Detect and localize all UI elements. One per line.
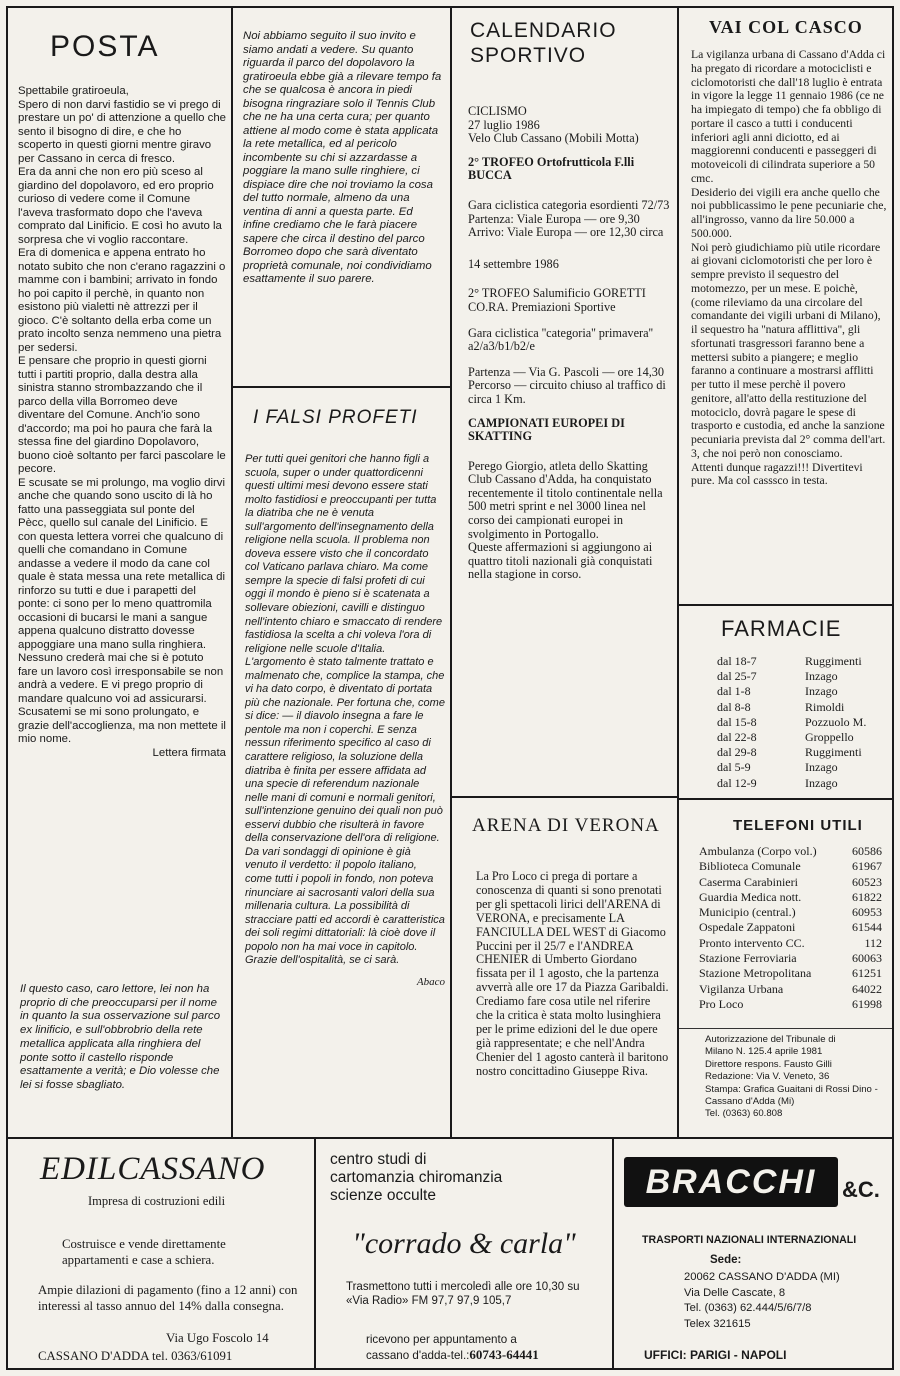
telefoni-number: 60523 bbox=[852, 874, 882, 889]
divider bbox=[679, 1028, 892, 1029]
telefoni-name: Stazione Ferroviaria bbox=[699, 951, 797, 966]
edilcassano-subtitle: Impresa di costruzioni edili bbox=[88, 1194, 226, 1208]
cartomanzia-line: cartomanzia chiromanzia bbox=[330, 1169, 503, 1186]
telefoni-name: Vigilanza Urbana bbox=[699, 981, 784, 996]
colophon-line: Stampa: Grafica Guaitani di Rossi Dino - Cassano d'Adda (Mi) bbox=[705, 1083, 878, 1108]
casco-text: Attenti dunque ragazzi!!! Divertitevi pure. Ma col casssco in testa. bbox=[691, 460, 863, 488]
calendario-gara: Gara ciclistica categoria esordienti 72/73 bbox=[468, 197, 670, 212]
telefoni-name: Ambulanza (Corpo vol.) bbox=[699, 844, 817, 858]
telefoni-number: 64022 bbox=[852, 981, 882, 996]
bracchi-address bbox=[684, 1270, 884, 1332]
telefoni-name: Guardia Medica nott. bbox=[699, 889, 802, 904]
falsi-text: Per tutti quei genitori che hanno figli a scuola, super o under quattordicenni questi ultimi mesi devono essere stati molto fastidiosi e preoccupanti per tutta la diatriba che ne è venuta sull'argomento dell'insegnamento della religione nella scuola. Il problema non doveva essere visto che il concordato col Vaticano parlava chiaro. Ma come sempre la specie di falsi profeti di cui oggi il mondo è pieno si è scatenata a sollevare obiezioni, cavilli e distinguo nell'intento chiaro e smaccato di rendere fastidiosa la scelta a chi voleva l'ora di religione nelle scuole d'Italia. L'argomento è stato talmente trattato e malmenato che, complice la stampa, che vi ha dato corpo, è diventato di portata più che nazionale. Per fortuna che, come si dice: — il diavolo insegna a fare le pentole ma non i coperchi. E senza nessun riferimento specifico al caso di carattere religioso, la soluzione della diatriba è finita per essere affidata ad una specie di referendum nazionale nelle mani di comuni e normali genitori, sull'intenzione genuino dei quali non può esservi dubbio che risulterà in favore della conservazione dell'ora di religione. Da vari sondaggi di opinione è già venuto il verdetto: il popolo italiano, come tutti i popoli in fondo, non poteva rinunciare ai sacrosanti valori della sua millenaria cultura. La possibilità di stracciare patti ed accordi è caratteristica dei soli regimi dittatoriali: là cioè dove il popolo non ha mai voce in capitolo. bbox=[245, 453, 445, 953]
telefoni-box bbox=[677, 798, 894, 1139]
telefoni-row bbox=[699, 875, 882, 890]
bracchi-ad bbox=[612, 1137, 894, 1370]
calendario-title: CALENDARIO SPORTIVO bbox=[470, 19, 617, 67]
farmacie-row bbox=[717, 760, 887, 775]
bracchi-logo-text: BRACCHI bbox=[645, 1163, 817, 1201]
calendario-partenza: Partenza — Via G. Pascoli — ore 14,30 bbox=[468, 364, 665, 379]
telefoni-name: Municipio (central.) bbox=[699, 905, 796, 920]
arena-body: La Pro Loco ci prega di portare a conoscenza di quanti si sono prenotati per gli spettacoli lirici dell'ARENA di VERONA, e precisamente LA FANCIULLA DEL WEST di Giacomo Puccini per il 25/7 e l'ANDREA CHENIER di Umberto Giordano fissata per il 1 agosto, che la partenza avverrà alle ore 17 da Piazza Garibaldi. Crediamo fare cosa utile nel riferire che la critica è stata molto lusinghiera per le prime edizioni del le due opere già rappresentate; e che nell'Andra Chenier del 1 agosto canterà il baritono nostro concittadino Giuseppe Riva. bbox=[476, 869, 669, 1078]
calendario-trophy: 2° TROFEO Salumificio GORETTI bbox=[468, 286, 646, 301]
casco-text: Noi però giudichiamo più utile ricordare ai giovani ciclomotoristi che per loro è sempre previsto il sequestro del motomezzo, per un mese. E poichè, (come rileviamo da una circolare del comandante dei vigili urbani di Milano), il sequestro ha ''natura afflittiva'', gli sfortunati trasgressori faranno bene a mettersi subito a piangere; e meglio faranno a continuare a mostrarsi afflitti per tutto il mese perchè il povero genitore, all'atto della restituzione del motociclo, dovrà pagare le spese di trasporto e custodia, ed anche la sanzione pecuniaria prevista dal 2° comma dell'art. 3, che noi però non conosciamo. bbox=[691, 240, 886, 460]
telefoni-title: TELEFONI UTILI bbox=[733, 817, 863, 834]
calendario-arrivo: Arrivo: Viale Europa — ore 12,30 circa bbox=[468, 225, 664, 240]
edilcassano-line1: Costruisce e vende direttamente appartamenti e case a schiera. bbox=[62, 1237, 226, 1267]
posta-box bbox=[6, 6, 233, 1139]
bracchi-line: Via Delle Cascate, 8 bbox=[684, 1286, 786, 1299]
telefoni-name: Stazione Metropolitana bbox=[699, 966, 812, 981]
cartomanzia-header bbox=[330, 1151, 600, 1205]
falsi-body bbox=[245, 453, 445, 989]
farmacie-name: Inzago bbox=[805, 760, 838, 775]
farmacie-name: Inzago bbox=[805, 684, 838, 699]
casco-title: VAI COL CASCO bbox=[709, 17, 863, 37]
colophon bbox=[705, 1034, 887, 1121]
telefoni-number: 61822 bbox=[852, 889, 882, 904]
posta-paragraph: Era di domenica e appena entrato ho notato subito che non c'erano ragazzini o mamme con i bambini; arrivato in fondo ho poi capito il perchè, in quanto non esistono più vialetti nè attrezzi per il gioco. C'è soltanto della erba come un prato incolto senza nemmeno una pietra per sedersi. bbox=[18, 247, 226, 354]
posta-reply: Il questo caso, caro lettore, lei non ha proprio di che preoccuparsi per il nome in quanto la sua osservazione sul parco ex linificio, e sull'obbrobrio della rete metallica applicata alla ringhiera del ponte sotto il castello risponde esattamente a verità; e Dio volesse che lei si fosse sbagliato. bbox=[20, 983, 221, 1091]
casco-text: La vigilanza urbana di Cassano d'Adda ci ha pregato di ricordare a motociclisti e ciclomotoristi che dall'18 luglio è entrata in vigore la legge 11 gennaio 1986 (ce ne ha impiegato di tempo) che fa obbligo di portare il casco a tutti i conducenti inferiori agli anni diciotto, ed ai maggiorenni conducenti e passeggeri di motoveicoli di cilindrata superiore a 50 cmc. bbox=[691, 48, 886, 185]
falsi-title: I FALSI PROFETI bbox=[253, 407, 418, 428]
cartomanzia-line: ricevono per appuntamento a bbox=[366, 1333, 517, 1346]
telefoni-row bbox=[699, 982, 882, 997]
telefoni-row bbox=[699, 890, 882, 905]
cartomanzia-phone: 60743-64441 bbox=[469, 1346, 539, 1362]
farmacie-date: dal 5-9 bbox=[717, 760, 751, 775]
cartomanzia-body: Trasmettono tutti i mercoledì alle ore 10,30 su «Via Radio» FM 97,7 97,9 105,7 bbox=[346, 1281, 580, 1307]
middle-left-column bbox=[231, 6, 452, 1139]
telefoni-number: 61998 bbox=[852, 996, 882, 1011]
bracchi-tagline: TRASPORTI NAZIONALI INTERNAZIONALI bbox=[642, 1234, 857, 1246]
edilcassano-logo: EDILCASSANO bbox=[40, 1151, 266, 1187]
calendario-cora: CO.RA. Premiazioni Sportive bbox=[468, 299, 616, 314]
arena-box bbox=[450, 796, 679, 1139]
farmacie-row bbox=[717, 715, 887, 730]
posta-continuation: Noi abbiamo seguito il suo invito e siamo andati a vedere. Su quanto riguarda il parco del dopolavoro la gratiroeula ebbe già a rilevare tempo fa che se qualcosa è ancora in piedi bisogna ringraziare solo il Tennis Club che ne ha una certa cura; per quanto attiene al modo come è stata applicata la rete metallica, ed al pericolo incombente su chi si azzardasse a poggiare la mano sulle ringhiere, ci dispiace dire che noi troviamo la cosa del tutto normale, almeno da una ventina di anni a questa parte. Ed infine crediamo che le farà piacere sapere che circa il destino del parco Borromeo dopo che sarà diventato proprietà comunale, noi condividiamo esattamente il suo parere. bbox=[243, 30, 442, 285]
colophon-line: Milano N. 125.4 aprile 1981 bbox=[705, 1046, 823, 1058]
telefoni-row bbox=[699, 859, 882, 874]
bracchi-line: Tel. (0363) 62.444/5/6/7/8 bbox=[684, 1302, 812, 1314]
posta-paragraph: E scusate se mi prolungo, ma voglio dirvi anche che quando sono uscito di là ho fatto una passeggiata sul ponte del Pècc, quello sul canale del Linificio. E con questa lettera vorrei che qualcuno di quelli che comandano in Comune andasse a vedere il modo da cane col quale è stata messa una rete metallica di rinforzo su tutti e due i parapetti del ponte: ci sono per lo meno quattromila occasioni di bucarsi le mani a sangue appena qualcuno distratto dovesse appoggiare una mano sulla ringhiera. Nessuno crederà mai che si è potuto fare un lavoro così irresponsabile se non andrà a vedere. E vi prego proprio di mandare qualcuno voi ad assicurarsi. Scusatemi se mi sono prolungato, e grazie dell'accoglienza, ma non mettete il mio nome. bbox=[18, 476, 226, 745]
posta-greeting: Spettabile gratiroeula, bbox=[18, 85, 129, 97]
farmacie-date: dal 18-7 bbox=[717, 654, 757, 668]
cartomanzia-line: centro studi di bbox=[330, 1151, 427, 1168]
farmacie-date: dal 22-8 bbox=[717, 730, 757, 745]
casco-text: Desiderio dei vigili era anche quello che noi pubblicassimo le pene pecuniarie che, all'ingrosso, vanno da lire 50.000 a 500.000. bbox=[691, 185, 887, 240]
cartomanzia-phone-line bbox=[366, 1348, 606, 1364]
calendario-skating: Queste affermazioni si aggiungono ai quattro titoli nazionali già conquistati nella stagione in corso. bbox=[468, 540, 653, 582]
farmacie-name: Inzago bbox=[805, 775, 838, 790]
bracchi-line: 20062 CASSANO D'ADDA (MI) bbox=[684, 1271, 840, 1283]
posta-paragraph: E pensare che proprio in questi giorni tutti i partiti proprio, dalla destra alla sinistra stanno strombazzando che il parco della villa Borromeo deve diventare del Comune. Anch'io sono d'accordo; ma poi ho paura che farà la stessa fine del giardino Dopolavoro, buono cioè soltanto per farci pascolare le pecore. bbox=[18, 355, 226, 475]
telefoni-number: 60063 bbox=[852, 951, 882, 966]
edilcassano-line2: Ampie dilazioni di pagamento (fino a 12 anni) con interessi al tasso annuo del 14% dalla consegna. bbox=[38, 1283, 298, 1313]
farmacie-row bbox=[717, 654, 887, 669]
calendario-gara: Gara ciclistica ''categoria'' primavera'' a2/a3/b1/b2/e bbox=[468, 325, 654, 354]
telefoni-row bbox=[699, 997, 882, 1012]
cartomanzia-bottom bbox=[366, 1333, 606, 1363]
posta-letter bbox=[18, 85, 226, 760]
calendario-date: 27 luglio 1986 bbox=[468, 117, 540, 132]
falsi-closing: Grazie dell'ospitalità, se ci sarà. bbox=[245, 954, 400, 967]
bracchi-line: Telex 321615 bbox=[684, 1317, 751, 1330]
telefoni-row bbox=[699, 905, 882, 920]
calendario-section: CICLISMO bbox=[468, 104, 527, 118]
colophon-line: Redazione: Via V. Veneto, 36 bbox=[705, 1071, 830, 1083]
farmacie-date: dal 8-8 bbox=[717, 699, 751, 714]
calendario-body bbox=[468, 105, 670, 582]
casco-box bbox=[677, 6, 894, 606]
farmacie-name: Ruggimenti bbox=[805, 745, 862, 760]
telefoni-table bbox=[699, 844, 882, 1012]
farmacie-date: dal 25-7 bbox=[717, 669, 757, 684]
falsi-signature: Abaco bbox=[416, 975, 445, 988]
calendario-box bbox=[450, 6, 679, 798]
edilcassano-address: Via Ugo Foscolo 14 bbox=[166, 1331, 269, 1345]
divider bbox=[233, 386, 450, 388]
farmacie-row bbox=[717, 700, 887, 715]
calendario-club: Velo Club Cassano (Mobili Motta) bbox=[468, 131, 639, 146]
telefoni-number: 112 bbox=[864, 935, 882, 950]
telefoni-number: 60586 bbox=[852, 844, 882, 858]
telefoni-row bbox=[699, 966, 882, 981]
casco-body bbox=[691, 48, 887, 488]
calendario-percorso: Percorso — circuito chiuso al traffico di circa 1 Km. bbox=[468, 378, 666, 406]
farmacie-name: Ruggimenti bbox=[805, 654, 862, 668]
telefoni-number: 60953 bbox=[852, 905, 882, 920]
farmacie-row bbox=[717, 684, 887, 699]
bracchi-sede: Sede: bbox=[710, 1254, 742, 1266]
posta-paragraph: Spero di non darvi fastidio se vi prego di prestare un po' di attenzione a quello che sento il bisogno di dire, e che ho scoperto in questi giorni mentre giravo per Cassano in cerca di fresco. bbox=[18, 98, 226, 165]
calendario-date: 14 settembre 1986 bbox=[468, 256, 559, 271]
farmacie-date: dal 12-9 bbox=[717, 775, 757, 790]
cartomanzia-line: scienze occulte bbox=[330, 1187, 436, 1204]
bracchi-suffix: &C. bbox=[842, 1177, 880, 1202]
colophon-line: Direttore respons. Fausto Gilli bbox=[705, 1058, 832, 1070]
farmacie-row bbox=[717, 745, 887, 760]
farmacie-box bbox=[677, 604, 894, 800]
farmacie-date: dal 29-8 bbox=[717, 745, 757, 760]
calendario-skating: Perego Giorgio, atleta dello Skatting Club Cassano d'Adda, ha conquistato recentemente il titolo continentale nella 500 metri sprint e nel 3000 linea nel corso dei campionati europei in svolgimento in Portogallo. bbox=[468, 458, 663, 541]
telefoni-name: Pronto intervento CC. bbox=[699, 935, 805, 950]
telefoni-row bbox=[699, 936, 882, 951]
farmacie-name: Rimoldi bbox=[805, 699, 845, 714]
telefoni-number: 61251 bbox=[852, 966, 882, 981]
telefoni-name: Pro Loco bbox=[699, 996, 744, 1011]
cartomanzia-phone-label: cassano d'adda-tel.: bbox=[366, 1348, 470, 1362]
farmacie-name: Groppello bbox=[805, 730, 854, 745]
farmacie-name: Inzago bbox=[805, 669, 838, 684]
farmacie-title: FARMACIE bbox=[721, 616, 842, 641]
cartomanzia-ad bbox=[314, 1137, 614, 1370]
posta-signature: Lettera firmata bbox=[152, 746, 226, 759]
telefoni-number: 61544 bbox=[852, 920, 882, 935]
telefoni-number: 61967 bbox=[852, 859, 882, 874]
arena-title: ARENA DI VERONA bbox=[472, 815, 660, 836]
calendario-partenza: Partenza: Viale Europa — ore 9,30 bbox=[468, 211, 640, 226]
farmacie-table bbox=[717, 654, 887, 791]
farmacie-row bbox=[717, 776, 887, 791]
telefoni-name: Biblioteca Comunale bbox=[699, 859, 801, 874]
colophon-line: Autorizzazione del Tribunale di bbox=[705, 1034, 836, 1045]
telefoni-name: Caserma Carabinieri bbox=[699, 874, 798, 889]
edilcassano-city: CASSANO D'ADDA tel. 0363/61091 bbox=[38, 1349, 233, 1363]
telefoni-row bbox=[699, 951, 882, 966]
colophon-line: Tel. (0363) 60.808 bbox=[705, 1108, 783, 1120]
bracchi-uffici: UFFICI: PARIGI - NAPOLI bbox=[644, 1348, 787, 1362]
posta-paragraph: Era da anni che non ero più sceso al giardino del dopolavoro, ed ero proprio curioso di vedere come il Comune l'aveva trasformato dopo che l'aveva comprato dal Linificio. E così ho avuto la sorpresa che vi voglio raccontare. bbox=[18, 166, 222, 246]
telefoni-row bbox=[699, 844, 882, 859]
posta-title: POSTA bbox=[50, 30, 160, 63]
telefoni-row bbox=[699, 920, 882, 935]
farmacie-name: Pozzuolo M. bbox=[805, 714, 867, 729]
farmacie-date: dal 1-8 bbox=[717, 684, 751, 699]
calendario-trophy: 2° TROFEO Ortofrutticola F.lli BUCCA bbox=[468, 154, 635, 183]
calendario-section: CAMPIONATI EUROPEI DI SKATTING bbox=[468, 415, 625, 444]
cartomanzia-name: "corrado & carla" bbox=[352, 1227, 576, 1260]
farmacie-row bbox=[717, 730, 887, 745]
edilcassano-ad bbox=[6, 1137, 316, 1370]
farmacie-date: dal 15-8 bbox=[717, 714, 757, 729]
farmacie-row bbox=[717, 669, 887, 684]
telefoni-name: Ospedale Zappatoni bbox=[699, 920, 796, 935]
